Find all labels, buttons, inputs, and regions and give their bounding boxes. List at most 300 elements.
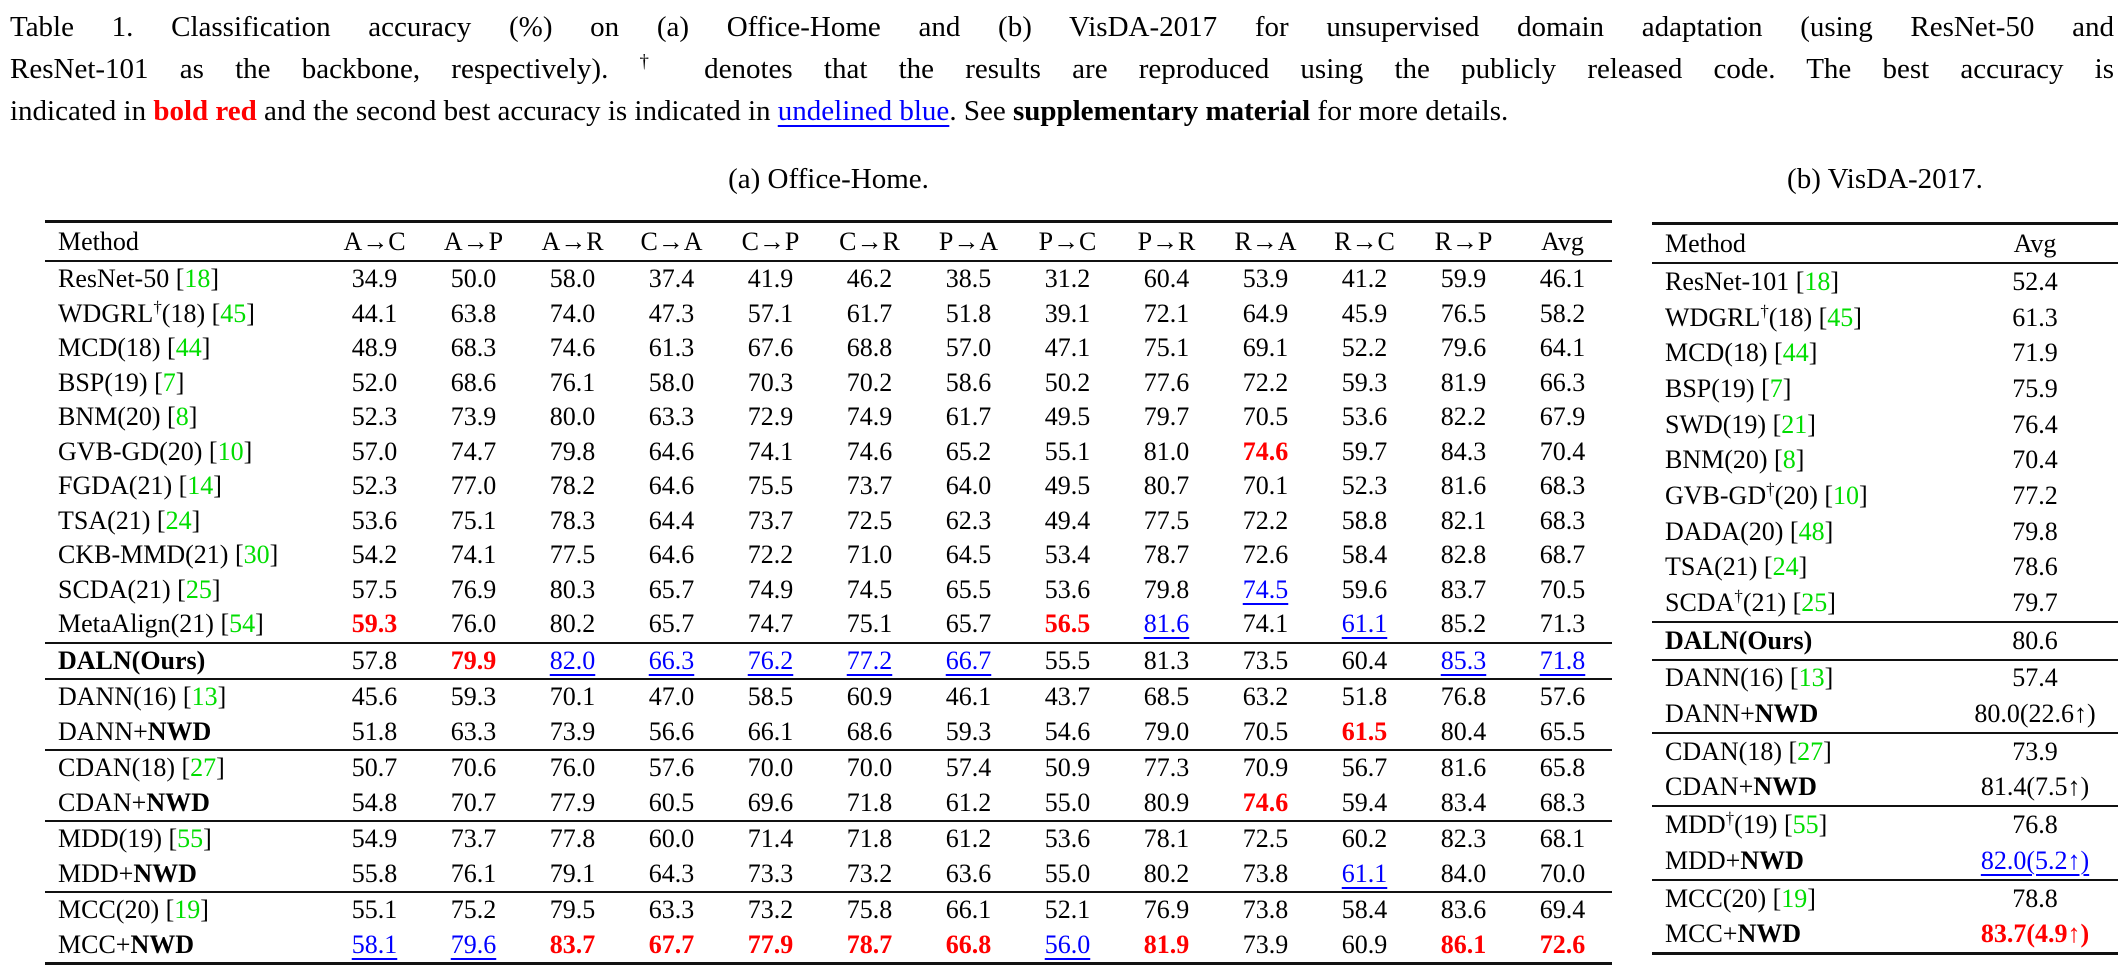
value-cell: 64.6 (648, 436, 695, 466)
value-cell: 80.7 (1143, 471, 1190, 501)
reference-number: 18 (1804, 266, 1831, 296)
value-cell: 77.6 (1143, 367, 1190, 397)
method-cell (45, 928, 325, 964)
table-row (1652, 478, 2118, 514)
table-row (45, 928, 1612, 964)
table-row (1652, 880, 2118, 917)
value-cell: 67.6 (747, 333, 794, 363)
value-cell: 73.2 (721, 892, 820, 928)
value-cell: 70.3 (747, 367, 794, 397)
value-cell: 80.3 (549, 574, 596, 604)
table-row (1652, 733, 2118, 770)
value-cell: 79.5 (523, 892, 622, 928)
text-segment: MCC+ (1665, 919, 1738, 949)
method-cell (1652, 622, 1952, 660)
method-cell (45, 573, 325, 608)
value-cell: 74.9 (747, 574, 794, 604)
value-cell: 60.5 (648, 787, 695, 817)
method-cell (1652, 407, 1952, 443)
text-segment: ] (210, 264, 220, 294)
value-cell: 79.8 (2012, 516, 2058, 546)
value-cell: 61.3 (2012, 302, 2058, 332)
value-cell: 55.0 (1044, 787, 1091, 817)
value-cell: 72.2 (1242, 505, 1289, 535)
text-segment: DALN(Ours) (1665, 625, 1813, 655)
value-cell: 78.1 (1117, 821, 1216, 857)
value-cell: 55.1 (325, 892, 424, 928)
value-cell: 72.9 (747, 402, 794, 432)
text-segment: WDGRL (1665, 302, 1761, 332)
text-segment: ] (246, 298, 255, 328)
method-cell (1652, 585, 1952, 622)
value-cell: 47.0 (622, 679, 721, 715)
text-segment: (18) [ (1768, 302, 1828, 332)
value-cell: 71.4 (721, 821, 820, 857)
value-cell: 83.7 (523, 928, 622, 964)
value-cell: 61.2 (919, 821, 1018, 857)
value-cell: 70.1 (523, 679, 622, 715)
text-segment: ResNet-101 as the backbone, respectively). (10, 53, 640, 85)
value-cell: 55.8 (351, 858, 398, 888)
value-cell: 63.3 (622, 892, 721, 928)
value-cell: 50.0 (450, 264, 497, 294)
value-cell: 44.1 (351, 298, 398, 328)
column-header: R→A (1216, 222, 1315, 262)
value-cell: 74.7 (450, 436, 497, 466)
table-row (1652, 442, 2118, 478)
method-cell (45, 469, 325, 504)
value-cell: 70.0 (721, 750, 820, 786)
text-segment: NWD (133, 858, 197, 888)
reference-number: 25 (185, 574, 212, 604)
value-cell: 57.1 (747, 298, 794, 328)
value-cell: 66.7 (919, 643, 1018, 680)
value-cell: 53.9 (1242, 264, 1289, 294)
value-cell: 70.6 (424, 750, 523, 786)
value-cell: 68.3 (450, 333, 497, 363)
value-cell: 81.3 (1117, 643, 1216, 680)
value-cell: 59.3 (1341, 367, 1388, 397)
table-row (1652, 335, 2118, 371)
value-cell: 64.0 (945, 471, 992, 501)
value-cell: 62.3 (945, 505, 992, 535)
value-cell: 63.8 (450, 298, 497, 328)
value-cell: 54.8 (351, 787, 398, 817)
value-cell: 76.0 (523, 750, 622, 786)
value-cell: 57.6 (622, 750, 721, 786)
value-cell: 81.6 (1143, 609, 1190, 639)
value-cell: 49.5 (1044, 402, 1091, 432)
text-segment: DADA(20) [ (1665, 516, 1799, 546)
value-cell: 53.6 (1018, 821, 1117, 857)
table-row (45, 750, 1612, 786)
value-cell: 84.0 (1440, 858, 1487, 888)
method-cell (1652, 843, 1952, 880)
value-cell: 75.9 (2012, 373, 2058, 403)
office-home-table (45, 220, 1612, 965)
column-header: A→R (523, 222, 622, 262)
value-cell: 80.0(22.6↑) (1974, 699, 2096, 729)
text-segment: indicated in (10, 95, 154, 127)
value-cell: 66.3 (622, 643, 721, 680)
value-cell: 79.8 (549, 436, 596, 466)
text-segment: ] (255, 609, 264, 639)
value-cell: 47.1 (1044, 333, 1091, 363)
text-segment: MCD(18) [ (1665, 338, 1783, 368)
value-cell: 34.9 (351, 264, 398, 294)
reference-number: 45 (220, 298, 247, 328)
value-cell: 70.5 (1539, 574, 1586, 604)
value-cell: 76.4 (2012, 409, 2058, 439)
text-segment: ] (1853, 302, 1862, 332)
value-cell: 61.3 (648, 333, 695, 363)
value-cell: 79.7 (1143, 402, 1190, 432)
value-cell: 63.3 (648, 402, 695, 432)
table-row (45, 297, 1612, 332)
table-row (45, 504, 1612, 539)
header-row (1652, 224, 2118, 264)
table-row (1652, 514, 2118, 550)
method-cell (1652, 335, 1952, 371)
value-cell: 52.3 (351, 471, 398, 501)
value-cell: 65.7 (648, 609, 695, 639)
caption-line (10, 6, 2114, 48)
value-cell: 77.3 (1117, 750, 1216, 786)
table-row (1652, 300, 2118, 336)
value-cell: 65.2 (945, 436, 992, 466)
value-cell: 71.8 (820, 821, 919, 857)
text-segment: BNM(20) [ (58, 402, 176, 432)
subcaption-visda: (b) VisDA-2017. (1787, 163, 1983, 195)
value-cell: 55.0 (1044, 858, 1091, 888)
value-cell: 74.7 (747, 609, 794, 639)
value-cell: 70.9 (1216, 750, 1315, 786)
text-segment: ] (1830, 266, 1840, 296)
text-segment: MCC(20) [ (1665, 883, 1782, 913)
value-cell: 77.9 (721, 928, 820, 964)
value-cell: 57.4 (1952, 660, 2118, 697)
value-cell: 79.8 (1143, 574, 1190, 604)
method-cell (1652, 371, 1952, 407)
text-segment: ] (269, 540, 279, 570)
text-segment: BSP(19) [ (1665, 373, 1770, 403)
value-cell: 76.1 (549, 367, 596, 397)
table-caption (10, 6, 2114, 132)
value-cell: 57.4 (919, 750, 1018, 786)
method-cell (45, 750, 325, 786)
value-cell: 78.7 (1143, 540, 1190, 570)
column-header: R→P (1414, 222, 1513, 262)
reference-number: 27 (190, 753, 217, 783)
value-cell: 74.0 (549, 298, 596, 328)
value-cell: 78.8 (1952, 880, 2118, 917)
value-cell: 56.5 (1044, 609, 1091, 639)
method-cell (1652, 806, 1952, 843)
text-segment: denotes that the results are reproduced using the publicly released code. The best accuracy is (672, 53, 2114, 85)
value-cell: 64.3 (648, 858, 695, 888)
method-cell (45, 297, 325, 332)
value-cell: 81.9 (1440, 367, 1487, 397)
text-segment: CDAN+ (1665, 772, 1754, 802)
text-segment: ResNet-50 [ (58, 264, 185, 294)
value-cell: 54.6 (1044, 716, 1091, 746)
table-row (1652, 916, 2118, 953)
value-cell: 83.7(4.9↑) (1952, 916, 2118, 953)
text-segment: WDGRL (58, 298, 154, 328)
text-segment: SCDA (1665, 588, 1735, 618)
value-cell: 56.7 (1315, 750, 1414, 786)
value-cell: 52.4 (2012, 266, 2058, 296)
text-segment: NWD (1740, 845, 1804, 875)
text-segment: and the second best accuracy is indicated in (256, 95, 778, 127)
value-cell: 51.8 (351, 716, 398, 746)
text-segment: MCD(18) [ (58, 333, 176, 363)
value-cell: 45.9 (1341, 298, 1388, 328)
value-cell: 68.3 (1539, 471, 1586, 501)
value-cell: 80.9 (1143, 787, 1190, 817)
value-cell: 65.5 (945, 574, 992, 604)
value-cell: 73.3 (747, 858, 794, 888)
method-cell (45, 892, 325, 928)
text-segment: CDAN+ (58, 787, 147, 817)
value-cell: 77.2 (820, 643, 919, 680)
value-cell: 61.2 (945, 787, 992, 817)
value-cell: 68.7 (1539, 540, 1586, 570)
value-cell: 83.7 (1440, 574, 1487, 604)
value-cell: 47.3 (648, 298, 695, 328)
reference-number: 45 (1827, 302, 1854, 332)
value-cell: 70.0 (820, 750, 919, 786)
value-cell: 72.2 (747, 540, 794, 570)
reference-number: 19 (174, 895, 201, 925)
value-cell: 82.1 (1440, 505, 1487, 535)
text-segment: MDD+ (1665, 845, 1741, 875)
value-cell: 58.4 (1341, 540, 1388, 570)
reference-number: 21 (1781, 409, 1808, 439)
value-cell: 79.9 (424, 643, 523, 680)
reference-number: 10 (217, 436, 244, 466)
text-segment: NWD (146, 787, 210, 817)
value-cell: 65.7 (945, 609, 992, 639)
value-cell: 70.0 (1539, 858, 1586, 888)
value-cell: 82.2 (1440, 402, 1487, 432)
value-cell: 68.3 (1539, 505, 1586, 535)
value-cell: 81.6 (1414, 750, 1513, 786)
value-cell: 73.7 (424, 821, 523, 857)
value-cell: 65.5 (1539, 716, 1586, 746)
value-cell: 76.2 (721, 643, 820, 680)
value-cell: 86.1 (1414, 928, 1513, 964)
value-cell: 52.1 (1018, 892, 1117, 928)
value-cell: 73.8 (1242, 858, 1289, 888)
value-cell: 71.0 (846, 540, 893, 570)
value-cell: 80.0 (549, 402, 596, 432)
column-header: P→R (1117, 222, 1216, 262)
value-cell: 58.2 (1539, 298, 1586, 328)
value-cell: 76.9 (450, 574, 497, 604)
value-cell: 61.5 (1341, 716, 1388, 746)
text-segment: MetaAlign(21) [ (58, 609, 230, 639)
value-cell: 48.9 (351, 333, 398, 363)
text-segment: MDD+ (58, 858, 134, 888)
value-cell: 55.5 (1018, 643, 1117, 680)
value-cell: 73.7 (747, 505, 794, 535)
value-cell: 54.2 (351, 540, 398, 570)
value-cell: 64.4 (648, 505, 695, 535)
value-cell: 58.5 (721, 679, 820, 715)
value-cell: 58.4 (1315, 892, 1414, 928)
column-header: C→A (622, 222, 721, 262)
method-cell (1652, 916, 1952, 953)
text-segment: ] (1807, 883, 1816, 913)
value-cell: 82.8 (1440, 540, 1487, 570)
value-cell: 61.7 (945, 402, 992, 432)
text-segment: ] (201, 333, 211, 363)
value-cell: 57.0 (945, 333, 992, 363)
value-cell: 70.5 (1242, 402, 1289, 432)
table-row (45, 366, 1612, 401)
value-cell: 60.0 (622, 821, 721, 857)
value-cell: 46.2 (846, 264, 893, 294)
value-cell: 71.8 (1513, 643, 1612, 680)
value-cell: 71.8 (846, 787, 893, 817)
value-cell: 69.6 (747, 787, 794, 817)
value-cell: 49.4 (1044, 505, 1091, 535)
text-segment: (21) [ (1742, 588, 1802, 618)
value-cell: 82.3 (1414, 821, 1513, 857)
reference-number: 55 (177, 824, 204, 854)
reference-number: 19 (1781, 883, 1808, 913)
text-segment: ] (213, 471, 222, 501)
text-segment: (20) [ (1774, 480, 1834, 510)
reference-number: 24 (1772, 552, 1799, 582)
value-cell: 68.6 (846, 716, 893, 746)
table-row (45, 821, 1612, 857)
table-row (45, 786, 1612, 822)
value-cell: 74.6 (1242, 787, 1289, 817)
value-cell: 57.5 (351, 574, 398, 604)
dagger-mark: † (1766, 479, 1775, 499)
text-segment: NWD (147, 716, 212, 746)
method-cell (1652, 660, 1952, 697)
value-cell: 64.5 (945, 540, 992, 570)
reference-number: 55 (1792, 810, 1819, 840)
table-row (1652, 770, 2118, 807)
table-row (45, 857, 1612, 893)
value-cell: 58.0 (648, 367, 695, 397)
value-cell: 73.9 (549, 716, 596, 746)
text-segment: GVB-GD(20) [ (58, 436, 218, 466)
text-segment: ] (175, 367, 185, 397)
value-cell: 53.6 (1044, 574, 1091, 604)
value-cell: 75.5 (747, 471, 794, 501)
value-cell: 82.0(5.2↑) (1980, 845, 2090, 875)
table-row (45, 892, 1612, 928)
text-segment: CKB-MMD(21) [ (58, 540, 244, 570)
text-segment: ] (1818, 810, 1828, 840)
reference-number: 54 (229, 609, 256, 639)
value-cell: 51.8 (1315, 679, 1414, 715)
value-cell: 78.2 (549, 471, 596, 501)
text-segment: MCC(20) [ (58, 895, 175, 925)
value-cell: 79.1 (549, 858, 596, 888)
method-cell (45, 715, 325, 751)
value-cell: 72.5 (846, 505, 893, 535)
value-cell: 70.4 (1539, 436, 1586, 466)
text-segment: ] (1808, 338, 1818, 368)
table-row (45, 400, 1612, 435)
value-cell: 46.1 (1539, 264, 1586, 294)
value-cell: 69.4 (1513, 892, 1612, 928)
text-segment: ] (1824, 516, 1834, 546)
text-segment: DANN+ (1665, 699, 1755, 729)
value-cell: 78.7 (820, 928, 919, 964)
value-cell: 77.8 (523, 821, 622, 857)
text-segment: ResNet-101 [ (1665, 266, 1805, 296)
value-cell: 68.6 (450, 367, 497, 397)
value-cell: 58.6 (945, 367, 992, 397)
value-cell: 80.4 (1440, 716, 1487, 746)
reference-number: 7 (162, 367, 176, 397)
value-cell: 83.6 (1414, 892, 1513, 928)
dagger-mark: † (1734, 586, 1743, 606)
value-cell: 31.2 (1044, 264, 1091, 294)
text-segment: (18) [ (161, 298, 221, 328)
value-cell: 72.6 (1242, 540, 1289, 570)
value-cell: 74.6 (846, 436, 893, 466)
text-segment: ] (1824, 663, 1834, 693)
value-cell: 75.8 (820, 892, 919, 928)
value-cell: 77.5 (549, 540, 596, 570)
value-cell: 68.1 (1513, 821, 1612, 857)
reference-number: 8 (175, 402, 189, 432)
reference-number: 30 (243, 540, 270, 570)
value-cell: 69.1 (1242, 333, 1289, 363)
method-cell (1652, 550, 1952, 586)
method-cell (45, 786, 325, 822)
method-cell (45, 857, 325, 893)
value-cell: 55.1 (1044, 436, 1091, 466)
value-cell: 85.3 (1414, 643, 1513, 680)
table-row (45, 331, 1612, 366)
reference-number: 18 (184, 264, 211, 294)
value-cell: 73.2 (846, 858, 893, 888)
value-cell: 75.1 (450, 505, 497, 535)
value-cell: 59.3 (945, 716, 992, 746)
reference-number: 13 (191, 682, 218, 712)
text-segment: TSA(21) [ (1665, 552, 1773, 582)
value-cell: 76.8 (1414, 679, 1513, 715)
table-row (45, 573, 1612, 608)
value-cell: 61.1 (1341, 858, 1388, 888)
value-cell: 58.1 (325, 928, 424, 964)
caption-line (10, 90, 2114, 132)
text-segment: DANN+ (58, 716, 148, 746)
method-cell (45, 435, 325, 470)
value-cell: 41.9 (747, 264, 794, 294)
value-cell: 74.5 (1242, 574, 1289, 604)
text-segment: ] (1795, 445, 1805, 475)
text-segment: . See (949, 95, 1013, 127)
value-cell: 59.6 (1341, 574, 1388, 604)
method-cell (1652, 442, 1952, 478)
table-row (1652, 585, 2118, 622)
value-cell: 50.9 (1018, 750, 1117, 786)
column-header: Avg (1952, 224, 2118, 264)
method-cell (1652, 880, 1952, 917)
method-cell (45, 607, 325, 643)
table-row (45, 261, 1612, 297)
